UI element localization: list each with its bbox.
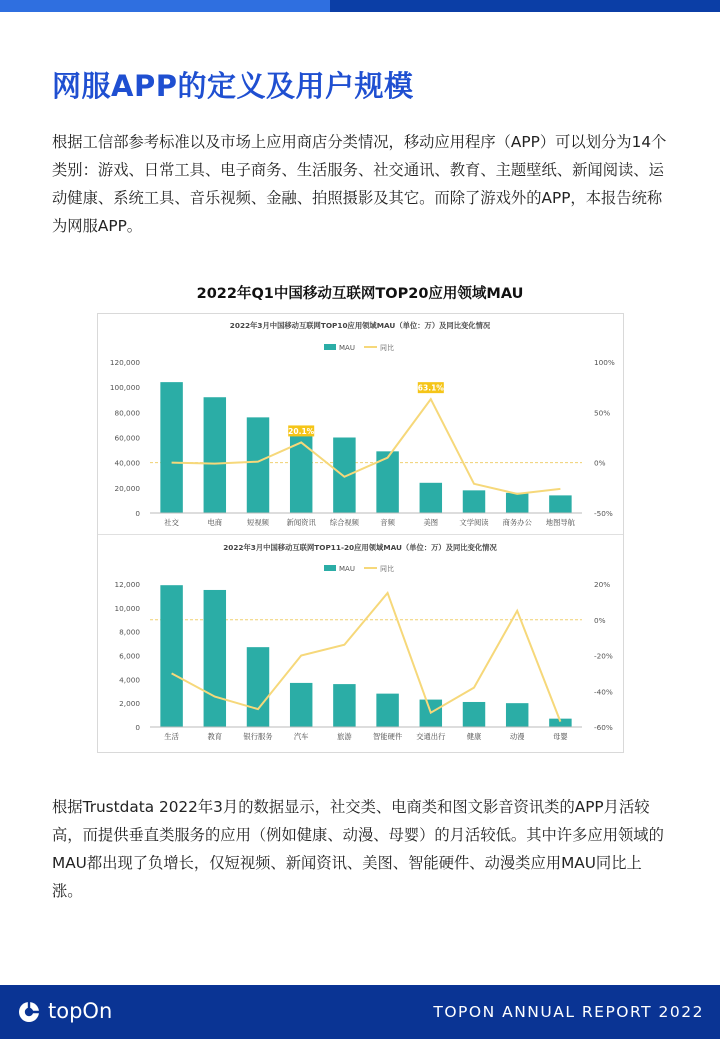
top-accent-bar: [0, 0, 720, 12]
footer-bar: [0, 985, 720, 1039]
chart-divider: [98, 534, 623, 535]
chart2-y-left-tick: 2,000: [119, 699, 140, 709]
chart1-y-right-tick: 100%: [594, 358, 615, 367]
chart2-y-right-tick: -40%: [594, 687, 613, 697]
chart2-bar: [506, 703, 528, 727]
chart1-y-left-tick: 80,000: [114, 408, 140, 418]
chart2-x-tick: 动漫: [509, 732, 525, 741]
chart1-title: 2022年3月中国移动互联网TOP10应用领域MAU（单位：万）及同比变化情况: [229, 321, 491, 330]
chart1-y-left-tick: 120,000: [109, 358, 140, 367]
chart1-x-tick: 商务办公: [502, 518, 532, 527]
chart1-bar: [290, 426, 312, 513]
chart1-x-tick: 短视频: [247, 518, 269, 527]
chart1-legend-mau-swatch: [324, 344, 336, 350]
chart2-bar: [290, 683, 312, 727]
chart1-bar: [463, 490, 485, 513]
page-title: 网服APP的定义及用户规模: [52, 69, 414, 103]
chart2-bar: [247, 647, 269, 727]
chart1-x-tick: 电商: [207, 518, 223, 527]
chart1-bar: [333, 438, 355, 514]
chart-frame: [97, 313, 624, 753]
chart2-bar: [204, 590, 226, 727]
footer-report-label: TOPON ANNUAL REPORT 2022: [433, 1003, 704, 1021]
chart1-x-tick: 美图: [423, 518, 439, 527]
chart1-bar: [506, 493, 528, 513]
chart1-x-tick: 文学阅读: [459, 518, 489, 527]
mau-combo-charts: [98, 314, 623, 752]
chart2-bar: [463, 702, 485, 727]
chart2-y-left-tick: 8,000: [119, 627, 140, 637]
chart2-y-right-tick: -60%: [594, 723, 613, 732]
chart2-bar: [160, 585, 182, 727]
chart2-title: 2022年3月中国移动互联网TOP11-20应用领域MAU（单位：万）及同比变化情况: [223, 543, 497, 552]
chart2-bar: [333, 684, 355, 727]
body-paragraph: 根据Trustdata 2022年3月的数据显示，社交类、电商类和图文影音资讯类的APP月活较高，而提供垂直类服务的应用（例如健康、动漫、母婴）的月活较低。其中许多应用领域的MAU都出现了负增长，仅短视频、新闻资讯、美图、智能硬件、动漫类应用MAU同比上涨。: [52, 798, 664, 900]
chart2-x-tick: 母婴: [553, 732, 568, 741]
chart2-x-tick: 汽车: [293, 732, 309, 741]
chart2-x-tick: 智能硬件: [373, 732, 403, 741]
chart1-x-tick: 地图导航: [545, 518, 575, 527]
chart1-y-left-tick: 20,000: [114, 483, 140, 493]
chart2-y-left-tick: 12,000: [114, 580, 140, 589]
chart1-yoy-line: [172, 399, 561, 494]
chart2-y-left-tick: 6,000: [119, 651, 140, 661]
chart1-x-tick: 新闻资讯: [286, 518, 316, 527]
chart2-x-tick: 交通出行: [416, 732, 446, 741]
chart2-legend-yoy: 同比: [380, 565, 394, 573]
chart2-x-tick: 银行服务: [243, 732, 273, 741]
chart1-x-tick: 音频: [380, 518, 395, 527]
chart1-bar: [204, 397, 226, 513]
chart1-annotation: 20.1%: [288, 426, 315, 436]
chart1-legend-mau: MAU: [339, 344, 355, 352]
chart2-yoy-line: [172, 593, 561, 722]
top-accent-light: [0, 0, 330, 12]
chart2-legend-mau-swatch: [324, 565, 336, 571]
chart2-y-right-tick: 20%: [594, 580, 611, 589]
intro-paragraph: 根据工信部参考标准以及市场上应用商店分类情况，移动应用程序（APP）可以划分为14个类别：游戏、日常工具、电子商务、生活服务、社交通讯、教育、主题壁纸、新闻阅读、运动健康、系统工具、音乐视频、金融、拍照摄影及其它。而除了游戏外的APP，本报告统称为网服APP。: [52, 133, 667, 235]
chart2-x-tick: 生活: [164, 732, 179, 741]
chart2-y-left-tick: 10,000: [114, 603, 140, 613]
chart2-x-tick: 旅游: [337, 732, 352, 741]
footer-logo-text: topOn: [48, 999, 113, 1023]
chart1-y-left-tick: 40,000: [114, 458, 140, 468]
chart2-y-right-tick: 0%: [594, 615, 606, 625]
chart1-y-left-tick: 60,000: [114, 433, 140, 443]
chart2-y-right-tick: -20%: [594, 651, 613, 661]
chart1-y-left-tick: 100,000: [109, 383, 140, 393]
chart2-x-tick: 健康: [466, 732, 482, 741]
chart1-x-tick: 综合视频: [329, 518, 359, 527]
figure-title: 2022年Q1中国移动互联网TOP20应用领域MAU: [196, 286, 524, 302]
chart1-y-right-tick: 0%: [594, 458, 606, 468]
chart1-x-tick: 社交: [164, 518, 179, 527]
chart1-annotation: 63.1%: [417, 383, 444, 393]
chart1-bar: [247, 417, 269, 513]
chart1-bar: [549, 495, 571, 513]
chart1-y-left-tick: 0: [135, 509, 140, 518]
chart2-legend-mau: MAU: [339, 565, 355, 573]
chart2-y-left-tick: 4,000: [119, 675, 140, 685]
chart1-y-right-tick: 50%: [594, 408, 611, 418]
chart1-bar: [420, 483, 442, 513]
chart2-x-tick: 教育: [207, 732, 223, 741]
chart2-bar: [376, 694, 398, 727]
chart1-y-right-tick: -50%: [594, 509, 613, 518]
chart1-legend-yoy: 同比: [380, 344, 394, 352]
chart2-y-left-tick: 0: [135, 723, 140, 732]
chart1-bar: [160, 382, 182, 513]
